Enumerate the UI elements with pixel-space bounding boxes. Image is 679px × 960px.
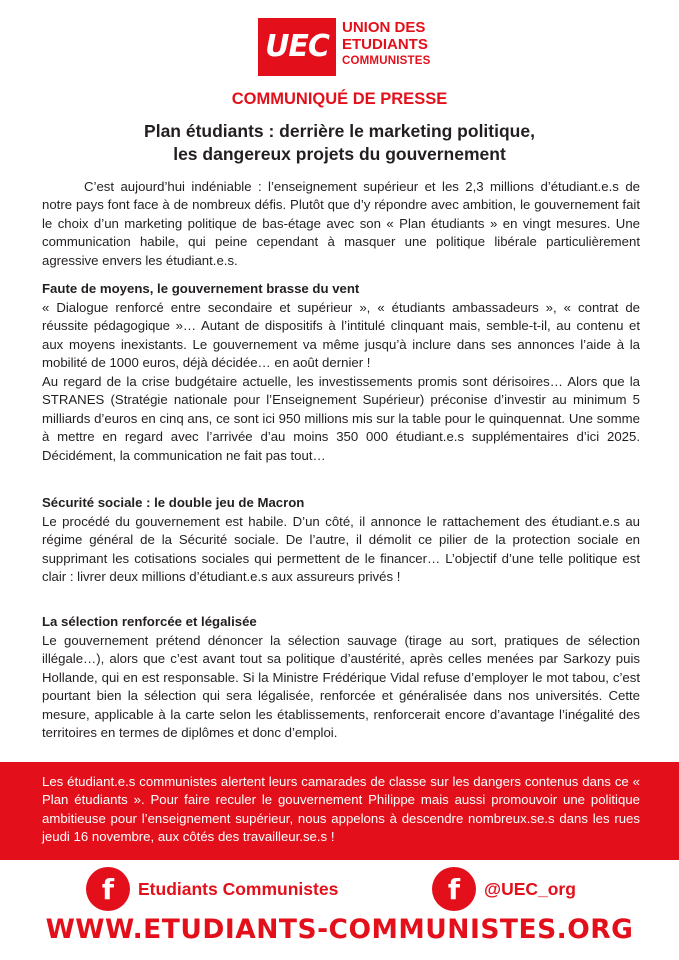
- logo-mark: UEC: [258, 18, 336, 76]
- section-selection-paragraph: Le gouvernement prétend dénoncer la sélection sauvage (tirage au sort, pratiques de sélection illégale…), alors que c’est avant tout sa politique d’austérité, après celles menées par Sarkozy puis Hollande, qui en est responsable. Si la Ministre Frédérique Vidal refuse d’employer le mot tabou, c’est pourtant bien la sélection qui sera légalisée, renforcée et généralisée dans nos universités. Cette mesure, applicable à la carte selon les établissements, renforcerait encore d’avantage l’inégalité des territoires en termes de diplômes et donc d’emploi.: [42, 633, 640, 741]
- facebook-icon: f: [432, 867, 476, 911]
- logo-line-3: COMMUNISTES: [342, 55, 431, 67]
- call-to-action-text: Les étudiant.e.s communistes alertent leurs camarades de classe sur les dangers contenus dans ce « Plan étudiants ». Pour faire reculer le gouvernement Philippe mais aussi promouvoir une politique ambitieuse pour l’enseignement supérieur, nous appelons à descendre nombreux.se.s dans les rues jeudi 16 novembre, aux côtés des travailleur.se.s !: [42, 774, 640, 845]
- document-title: [0, 120, 679, 166]
- section-heading-selection: La sélection renforcée et légalisée: [42, 614, 257, 629]
- call-to-action-band: [0, 762, 679, 860]
- section-funding-paragraph-2: Au regard de la crise budgétaire actuelle, les investissements promis sont dérisoires… Alors que la STRANES (Stratégie nationale pour l’Enseignement Supérieur) préconise d’investir au minimum 5 milliards d’euros en cinq ans, ce sont ici 950 millions mis sur la table pour le quinquennat. Une somme à mettre en regard avec l’arrivée d’au moins 350 000 étudiant.e.s supplémentaires d’ici 2025. Décidément, la communication ne fait pas tout…: [42, 374, 640, 463]
- intro-paragraph: C’est aujourd’hui indéniable : l’enseignement supérieur et les 2,3 millions d’étudiant.e.s de notre pays font face à de nombreux défis. Plutôt que d’y répondre avec ambition, le gouvernement fait le choix d’un marketing politique de bas-étage avec son « Plan étudiants » en vingt mesures. Une communication habile, qui peine cependant à masquer une politique libérale particulièrement agressive envers les étudiant.e.s.: [42, 179, 640, 268]
- facebook-icon: f: [86, 867, 130, 911]
- section-funding-paragraph-1: « Dialogue renforcé entre secondaire et supérieur », « étudiants ambassadeurs », « contrat de réussite pédagogique »… Autant de dispositifs à l’intitulé clinquant mais, semble-t-il, au contenu et aux moyens inexistants. Le gouvernement va même jusqu’à inclure dans ses annonces l’aide à la mobilité de 1000 euros, déjà décidée… en août dernier !: [42, 300, 640, 371]
- title-line-2: les dangereux projets du gouvernement: [173, 144, 506, 164]
- logo-line-2: ETUDIANTS: [342, 36, 428, 53]
- section-social-security-paragraph: Le procédé du gouvernement est habile. D’un côté, il annonce le rattachement des étudiant.e.s au régime général de la Sécurité sociale. De l’autre, il démolit ce pilier de la protection sociale en supprimant les cotisations sociales qui permettent de le financer… L’objectif d’une telle politique est clair : livrer deux millions d’étudiant.e.s aux assureurs privés !: [42, 514, 640, 585]
- facebook-label: Etudiants Communistes: [138, 878, 339, 899]
- logo-wordmark: [342, 19, 430, 70]
- social-handle-label: @UEC_org: [484, 878, 576, 899]
- logo-line-1: UNION DES: [342, 19, 426, 36]
- section-heading-funding: Faute de moyens, le gouvernement brasse du vent: [42, 281, 360, 296]
- uec-logo: [258, 18, 431, 78]
- title-line-1: Plan étudiants : derrière le marketing politique,: [144, 121, 535, 141]
- social-link-uec[interactable]: [432, 866, 576, 912]
- section-heading-social-security: Sécurité sociale : le double jeu de Macron: [42, 495, 305, 510]
- website-url[interactable]: WWW.ETUDIANTS-COMMUNISTES.ORG: [45, 914, 634, 945]
- facebook-link[interactable]: [86, 866, 338, 912]
- press-release-label: COMMUNIQUÉ DE PRESSE: [231, 90, 448, 108]
